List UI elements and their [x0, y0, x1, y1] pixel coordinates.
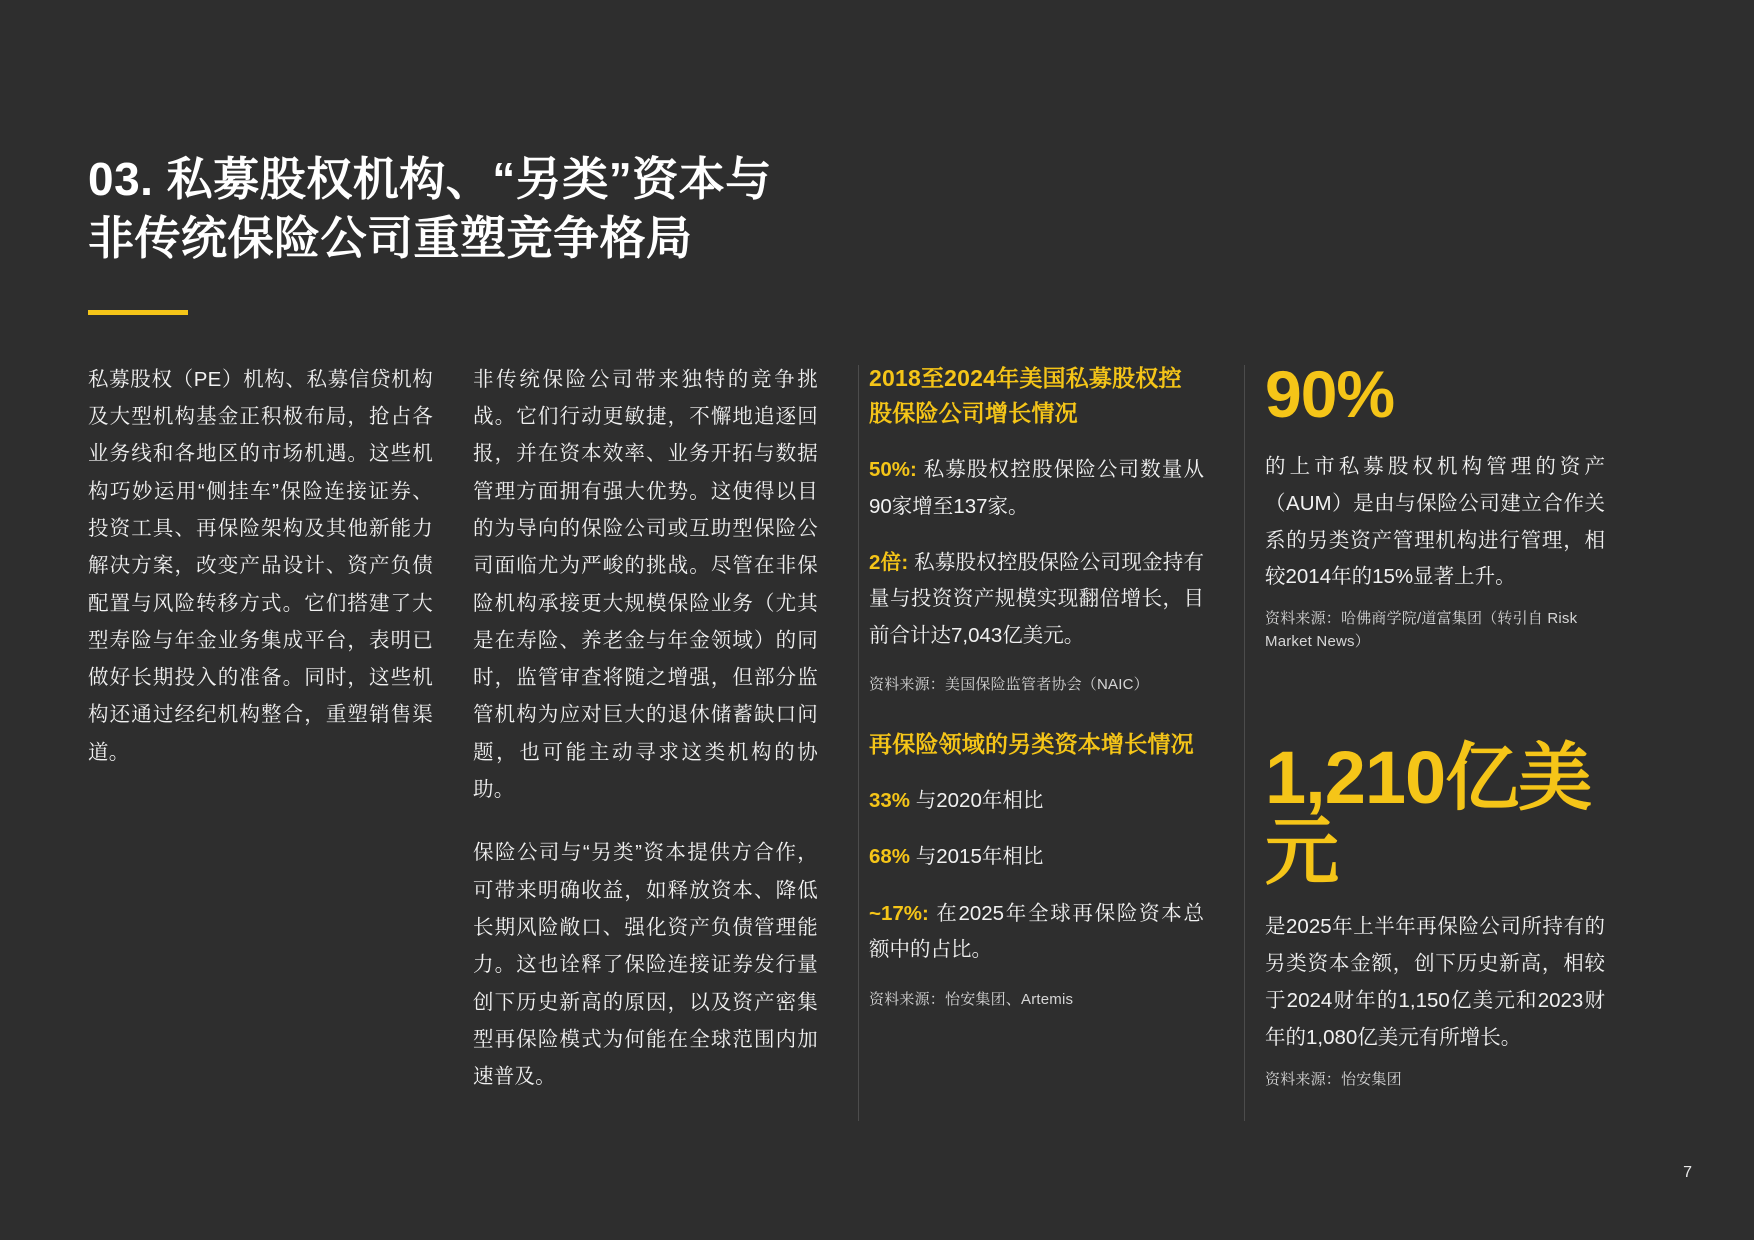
col3-stat-3-key: 33%: [869, 788, 911, 812]
col4-big-number-2-unit: 亿美元: [1265, 736, 1592, 894]
col3-stat-1: [869, 452, 1204, 525]
col3-stat-3: [869, 783, 1204, 819]
columns-container: [88, 356, 1674, 1122]
page-number: 7: [1683, 1164, 1692, 1181]
col3-source-2: 资料来源：怡安集团、Artemis: [869, 990, 1074, 1008]
col1-paragraph-1: 私募股权（PE）机构、私募信贷机构及大型机构基金正积极布局，抢占各业务线和各地区的市场机遇。这些机构巧妙运用“侧挂车”保险连接证券、投资工具、再保险架构及其他新能力解决方案，改变产品设计、资产负债配置与风险转移方式。它们搭建了大型寿险与年金业务集成平台，表明已做好长期投入的准备。同时，这些机构还通过经纪机构整合，重塑销售渠道。: [88, 367, 433, 764]
col4-big-number-1: 90%: [1265, 356, 1395, 431]
slide-content: [88, 150, 1674, 1121]
col4-big-number-2: [1265, 736, 1605, 894]
col3-stat-5: [869, 896, 1204, 969]
column-three-stats: [859, 361, 1244, 1041]
highlight-spacer: [1265, 683, 1605, 741]
col4-big-number-2-value: 1,210: [1265, 736, 1446, 820]
col3-heading-2: 再保险领域的另类资本增长情况: [869, 730, 1194, 757]
col3-heading-1: 2018至2024年美国私募股权控股保险公司增长情况: [869, 364, 1182, 427]
col3-stat-4: [869, 839, 1204, 875]
page-title-line-2: 非传统保险公司重塑竞争格局: [88, 211, 693, 264]
column-one: [88, 361, 473, 797]
col3-stat-4-key: 68%: [869, 845, 911, 869]
page-title-line-1: 03. 私募股权机构、“另类”资本与: [88, 153, 772, 205]
title-accent-rule: [88, 310, 188, 315]
col3-stat-2-text: 私募股权控股保险公司现金持有量与投资资产规模实现翻倍增长，目前合计达7,043亿美元。: [869, 551, 1205, 647]
col3-stat-2: [869, 545, 1204, 654]
col4-source-1: 资料来源：哈佛商学院/道富集团（转引自 Risk Market News）: [1265, 610, 1578, 650]
col4-description-1: 的上市私募股权机构管理的资产（AUM）是由与保险公司建立合作关系的另类资产管理机构进行管理，相较2014年的15%显著上升。: [1265, 454, 1605, 589]
column-two: [473, 361, 858, 1122]
col4-description-2: 是2025年上半年再保险公司所持有的另类资本金额，创下历史新高，相较于2024财年的1,150亿美元和2023财年的1,080亿美元有所增长。: [1265, 915, 1605, 1049]
page-title: [88, 150, 1188, 268]
col2-paragraph-2: 保险公司与“另类”资本提供方合作，可带来明确收益，如释放资本、降低长期风险敞口、强化资产负债管理能力。这也诠释了保险连接证券发行量创下历史新高的原因，以及资产密集型再保险模式为何能在全球范围内加速普及。: [473, 841, 818, 1089]
col3-stat-1-key: 50%:: [869, 458, 917, 482]
col4-source-2: 资料来源：怡安集团: [1265, 1070, 1402, 1088]
col3-stat-5-text: 在2025年全球再保险资本总额中的占比。: [869, 901, 1205, 962]
column-four-highlights: [1245, 356, 1605, 1122]
col3-stat-5-key: ~17%:: [869, 901, 929, 925]
col3-stat-1-text: 私募股权控股保险公司数量从90家增至137家。: [869, 458, 1205, 518]
col3-source-1: 资料来源：美国保险监管者协会（NAIC）: [869, 676, 1149, 694]
col3-stat-3-text: 与2020年相比: [915, 788, 1044, 812]
col3-stat-4-text: 与2015年相比: [915, 845, 1044, 869]
col2-paragraph-1: 非传统保险公司带来独特的竞争挑战。它们行动更敏捷，不懈地追逐回报，并在资本效率、业务开拓与数据管理方面拥有强大优势。这使得以目的为导向的保险公司或互助型保险公司面临尤为严峻的挑战。尽管在非保险机构承接更大规模保险业务（尤其是在寿险、养老金与年金领域）的同时，监管审查将随之增强，但部分监管机构为应对巨大的退休储蓄缺口问题，也可能主动寻求这类机构的协助。: [473, 367, 818, 802]
col3-stat-2-key: 2倍:: [869, 551, 909, 574]
